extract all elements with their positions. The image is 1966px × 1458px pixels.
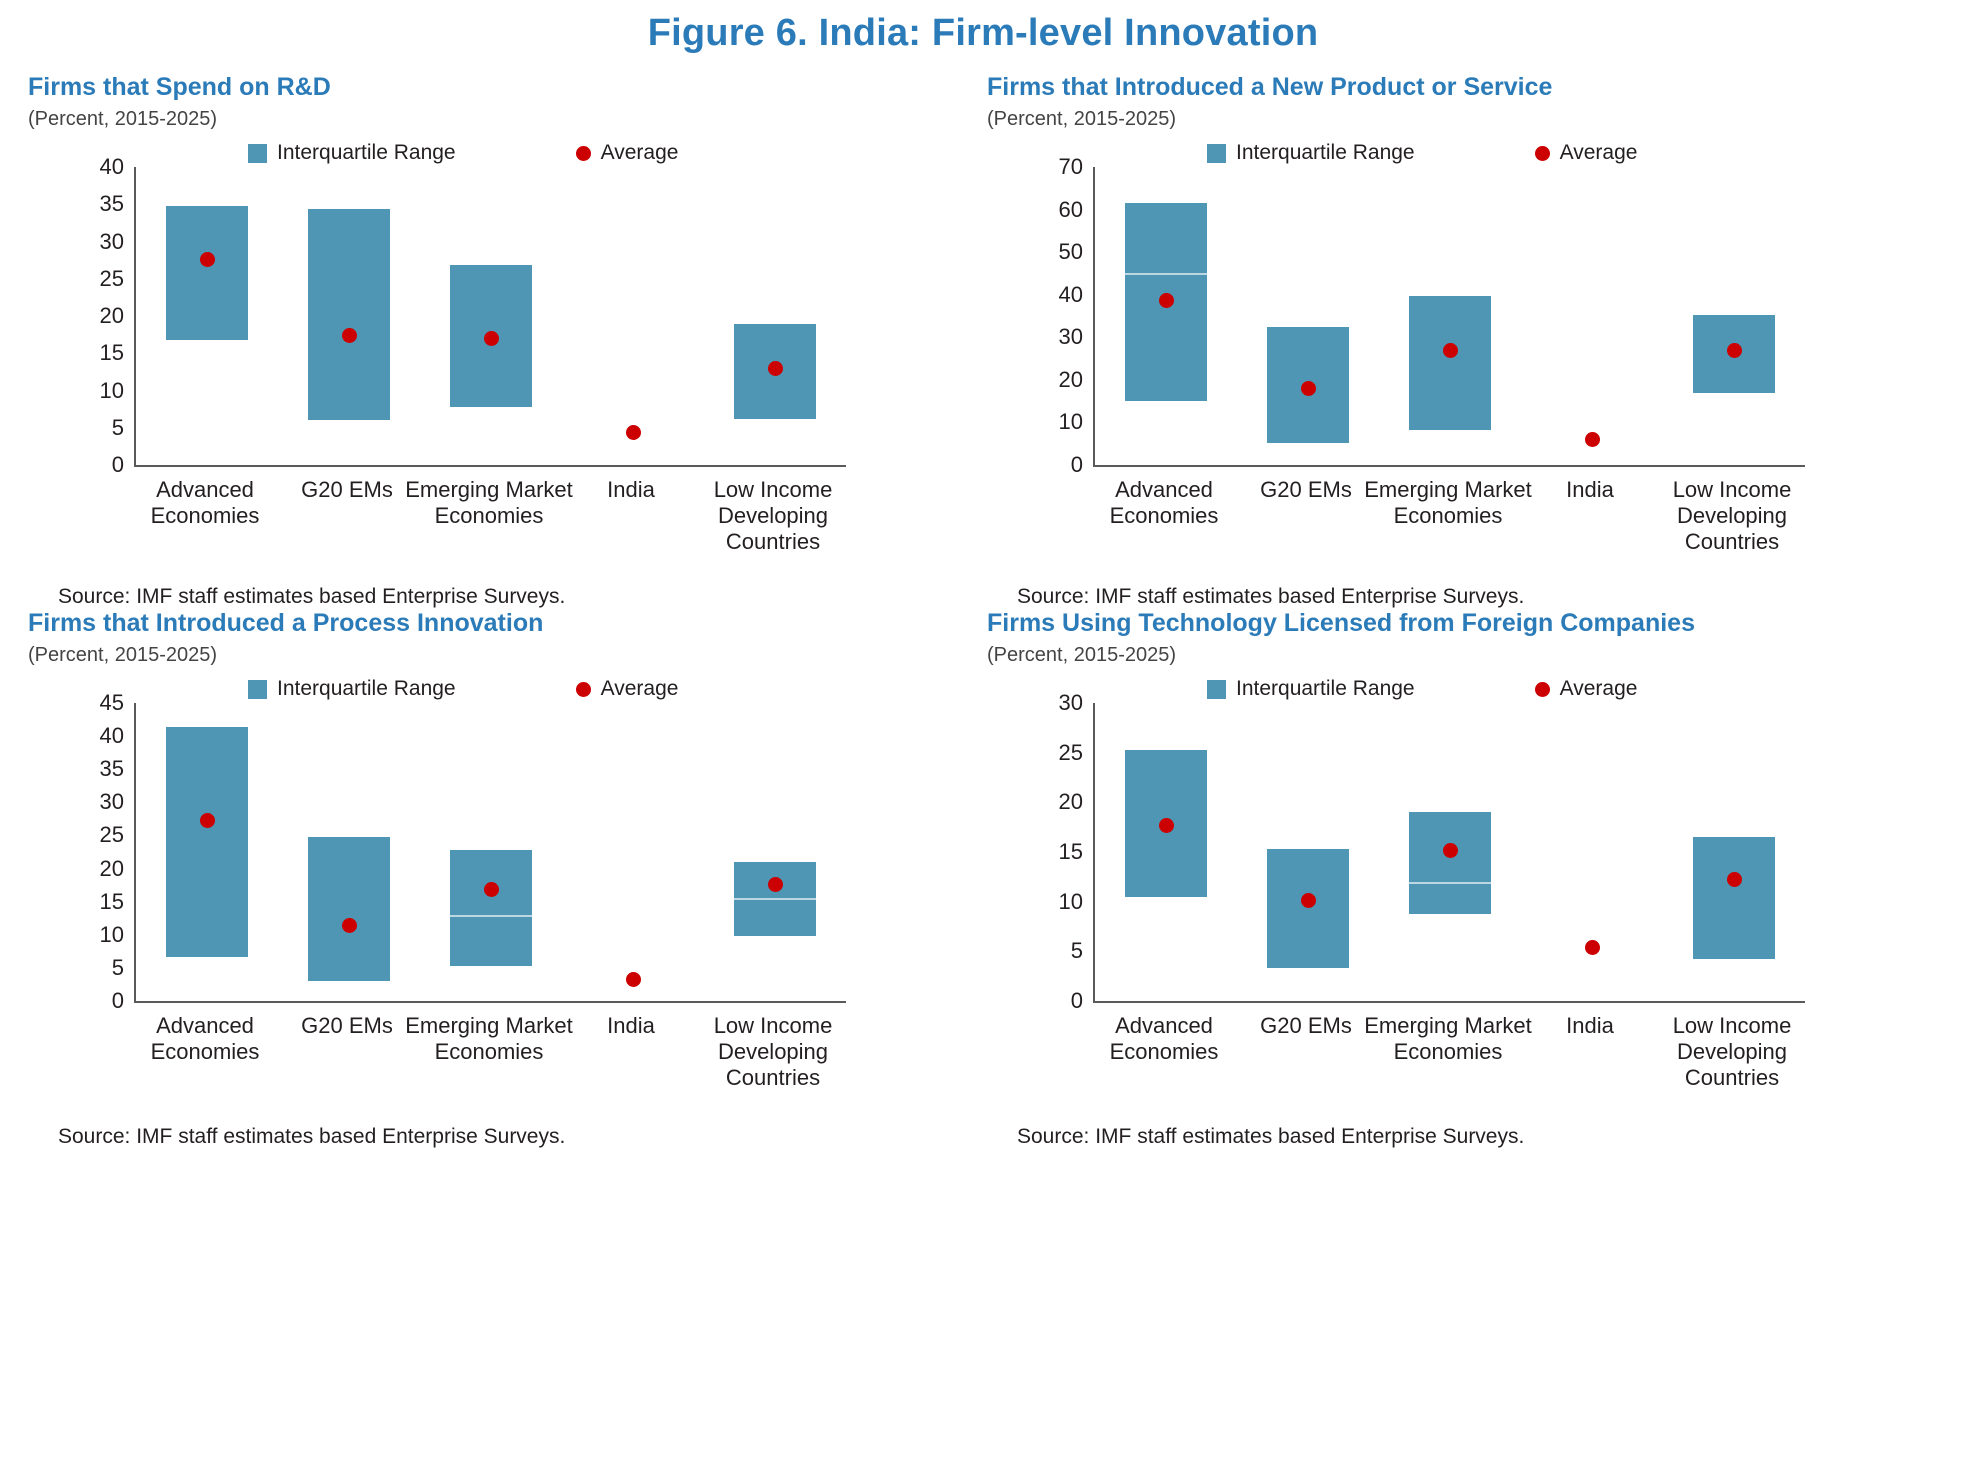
y-axis-tick: 35	[99, 756, 124, 782]
average-marker	[1159, 293, 1174, 308]
x-axis-label: Emerging Market Economies	[1364, 1013, 1532, 1064]
axis-area	[99, 690, 846, 1013]
y-axis-tick: 25	[1058, 739, 1083, 765]
source-note: Source: IMF staff estimates based Enterprise Surveys.	[1017, 1125, 1525, 1148]
panel-foreign-tech	[987, 609, 1946, 1149]
x-axis-label: Low Income Developing Countries	[1672, 477, 1792, 554]
y-axis-tick: 15	[99, 340, 124, 366]
x-axis-label: Emerging Market Economies	[1364, 477, 1532, 528]
average-marker	[1727, 872, 1742, 887]
x-axis-labels	[1093, 469, 1805, 579]
x-axis-label: G20 EMs	[301, 1013, 393, 1038]
legend-label-average: Average	[600, 677, 679, 700]
legend-item-range	[1207, 677, 1415, 701]
average-marker	[1727, 343, 1742, 358]
x-axis-label: Advanced Economies	[1109, 477, 1219, 528]
legend	[248, 141, 987, 165]
y-axis-tick: 35	[99, 191, 124, 217]
x-axis-label: Low Income Developing Countries	[713, 1013, 833, 1090]
x-axis-label: India	[1566, 1013, 1614, 1038]
range-swatch-icon	[1207, 144, 1226, 163]
y-axis-tick: 50	[1058, 239, 1083, 265]
average-marker	[1585, 940, 1600, 955]
interquartile-range-bar	[308, 209, 390, 419]
axis-area	[1058, 690, 1805, 1013]
range-swatch-icon	[1207, 680, 1226, 699]
panel-title: Firms that Introduced a New Product or Service	[987, 73, 1553, 101]
y-axis-tick: 20	[1058, 789, 1083, 815]
y-axis-tick: 30	[1058, 690, 1083, 715]
y-axis-tick: 30	[1058, 324, 1083, 350]
legend-item-range	[1207, 141, 1415, 165]
x-axis-labels	[134, 469, 846, 579]
plot-area	[38, 690, 918, 1090]
y-axis-tick: 25	[99, 822, 124, 848]
interquartile-range-bar	[1267, 849, 1349, 968]
y-axis-tick: 20	[1058, 366, 1083, 392]
average-marker	[342, 328, 357, 343]
y-axis-tick: 40	[1058, 281, 1083, 307]
x-axis-label: Advanced Economies	[150, 1013, 260, 1064]
panel-subtitle: (Percent, 2015-2025)	[987, 108, 1177, 130]
y-axis-tick: 5	[111, 414, 124, 440]
average-marker	[200, 252, 215, 267]
panel-title: Firms that Spend on R&D	[28, 73, 331, 101]
y-axis-tick: 40	[99, 154, 124, 179]
plot-area	[997, 154, 1877, 554]
average-marker	[1443, 843, 1458, 858]
y-axis-tick: 30	[99, 789, 124, 815]
y-axis-tick: 0	[1070, 452, 1083, 477]
legend-label-average: Average	[1559, 141, 1638, 164]
legend-label-average: Average	[1559, 677, 1638, 700]
x-axis-label: India	[607, 477, 655, 502]
y-axis-tick: 0	[1070, 988, 1083, 1013]
y-axis-tick: 0	[111, 452, 124, 477]
source-note: Source: IMF staff estimates based Enterprise Surveys.	[58, 1125, 566, 1148]
y-axis-tick: 20	[99, 303, 124, 328]
panel-subtitle: (Percent, 2015-2025)	[987, 644, 1177, 666]
y-axis-tick: 40	[99, 723, 124, 749]
average-dot-icon	[576, 146, 591, 161]
x-axis-label: India	[1566, 477, 1614, 502]
y-axis-tick: 15	[99, 888, 124, 914]
median-line	[734, 898, 816, 900]
legend-item-average	[1535, 677, 1638, 701]
x-axis-label: G20 EMs	[1260, 1013, 1352, 1038]
y-axis-tick: 10	[1058, 409, 1083, 435]
average-marker	[1443, 343, 1458, 358]
x-axis-label: Emerging Market Economies	[405, 1013, 573, 1064]
legend-item-average	[576, 677, 679, 701]
legend-label-range: Interquartile Range	[1236, 677, 1415, 700]
legend-item-average	[576, 141, 679, 165]
y-axis-tick: 60	[1058, 196, 1083, 222]
y-axis-tick: 45	[99, 690, 124, 715]
figure-title: Figure 6. India: Firm-level Innovation	[647, 12, 1319, 54]
average-marker	[1159, 818, 1174, 833]
x-axis-label: Advanced Economies	[150, 477, 260, 528]
legend-label-range: Interquartile Range	[1236, 141, 1415, 164]
y-axis-tick: 5	[111, 954, 124, 980]
average-marker	[484, 331, 499, 346]
x-axis-label: G20 EMs	[1260, 477, 1352, 502]
average-marker	[626, 972, 641, 987]
legend	[1207, 141, 1946, 165]
average-marker	[626, 425, 641, 440]
interquartile-range-bar	[166, 727, 248, 957]
average-marker	[1301, 893, 1316, 908]
median-line	[1409, 882, 1491, 884]
legend-label-average: Average	[600, 141, 679, 164]
average-marker	[342, 918, 357, 933]
x-axis-label: G20 EMs	[301, 477, 393, 502]
x-axis-labels	[134, 1005, 846, 1115]
y-axis-tick: 70	[1058, 154, 1083, 179]
median-line	[1125, 273, 1207, 275]
axis-area	[1058, 154, 1805, 477]
average-marker	[1301, 381, 1316, 396]
average-marker	[484, 882, 499, 897]
legend-label-range: Interquartile Range	[277, 141, 456, 164]
panel-title: Firms Using Technology Licensed from Foreign Companies	[987, 609, 1695, 637]
average-marker	[1585, 432, 1600, 447]
y-axis-tick: 10	[1058, 888, 1083, 914]
y-axis-tick: 15	[1058, 839, 1083, 864]
x-axis-labels	[1093, 1005, 1805, 1115]
x-axis-label: Emerging Market Economies	[405, 477, 573, 528]
y-axis-tick: 25	[99, 265, 124, 291]
x-axis-label: India	[607, 1013, 655, 1038]
y-axis-tick: 10	[99, 377, 124, 403]
range-swatch-icon	[248, 680, 267, 699]
x-axis-label: Advanced Economies	[1109, 1013, 1219, 1064]
source-note: Source: IMF staff estimates based Enterprise Surveys.	[1017, 585, 1525, 608]
axis-area	[99, 154, 846, 477]
plot-area	[997, 690, 1877, 1090]
x-axis-label: Low Income Developing Countries	[1672, 1013, 1792, 1090]
legend-label-range: Interquartile Range	[277, 677, 456, 700]
legend-item-range	[248, 141, 456, 165]
average-marker	[768, 361, 783, 376]
plot-area	[38, 154, 918, 554]
y-axis-tick: 20	[99, 855, 124, 881]
panel-new-product	[987, 73, 1946, 609]
average-marker	[768, 877, 783, 892]
y-axis-tick: 5	[1070, 938, 1083, 964]
panel-grid	[0, 55, 1966, 1149]
y-axis-tick: 10	[99, 921, 124, 947]
interquartile-range-bar	[166, 206, 248, 340]
legend	[248, 677, 987, 701]
interquartile-range-bar	[308, 837, 390, 981]
average-marker	[200, 813, 215, 828]
x-axis-label: Low Income Developing Countries	[713, 477, 833, 554]
y-axis-tick: 30	[99, 228, 124, 254]
panel-subtitle: (Percent, 2015-2025)	[28, 108, 218, 130]
interquartile-range-bar	[1409, 296, 1491, 430]
average-dot-icon	[1535, 682, 1550, 697]
range-swatch-icon	[248, 144, 267, 163]
interquartile-range-bar	[1409, 812, 1491, 913]
average-dot-icon	[1535, 146, 1550, 161]
median-line	[450, 915, 532, 917]
source-note: Source: IMF staff estimates based Enterprise Surveys.	[58, 585, 566, 608]
legend	[1207, 677, 1946, 701]
average-dot-icon	[576, 682, 591, 697]
y-axis-tick: 0	[111, 988, 124, 1013]
legend-item-average	[1535, 141, 1638, 165]
panel-title: Firms that Introduced a Process Innovation	[28, 609, 544, 637]
panel-subtitle: (Percent, 2015-2025)	[28, 644, 218, 666]
panel-rnd	[28, 73, 987, 609]
legend-item-range	[248, 677, 456, 701]
interquartile-range-bar	[1693, 837, 1775, 959]
panel-process-innovation	[28, 609, 987, 1149]
interquartile-range-bar	[450, 850, 532, 966]
